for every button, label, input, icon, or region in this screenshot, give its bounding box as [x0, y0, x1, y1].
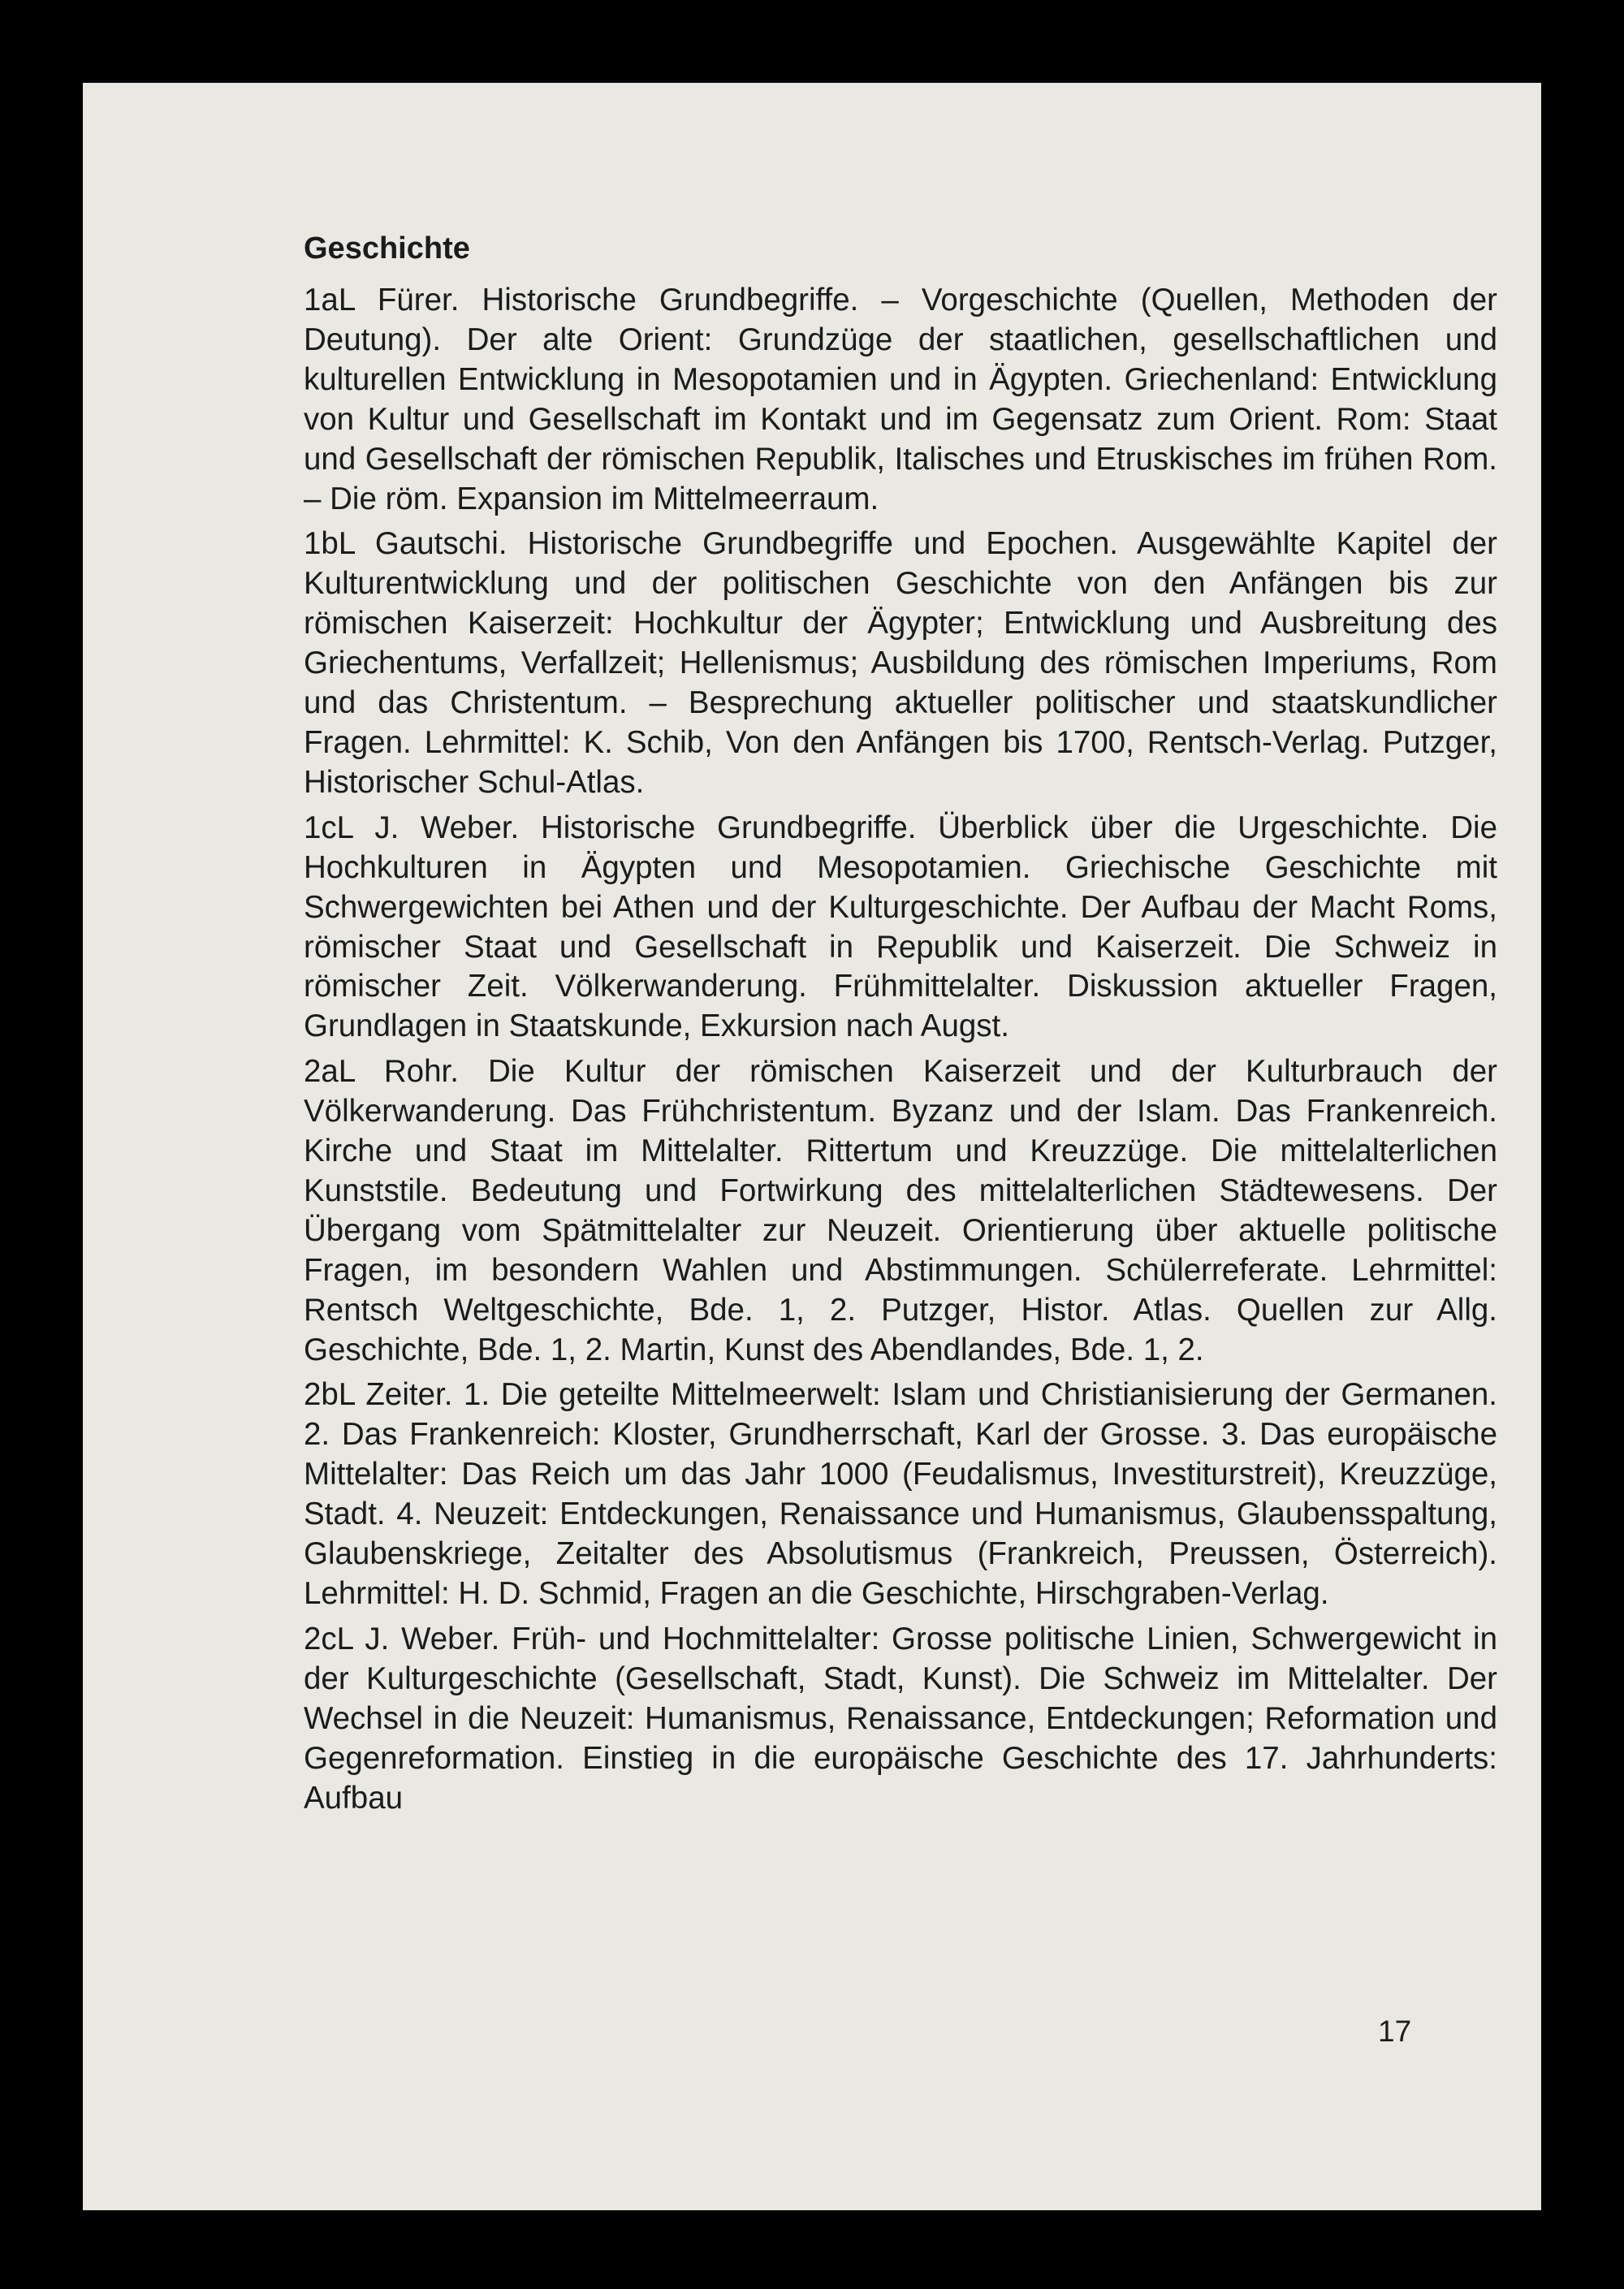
course-entry-1aL: 1aL Fürer. Historische Grundbegriffe. – Vorgeschichte (Quellen, Methoden der Deutung). Der alte Orient: Grundzüge der staatlichen, gesellschaftlichen und kulturellen Entwicklung in Mesopotamien und in Ägypten. Griechenland: Entwicklung von Kultur und Gesellschaft im Kontakt und im Gegensatz zum Orient. Rom: Staat und Gesellschaft der römischen Republik, Italisches und Etruskisches im frühen Rom. – Die röm. Expansion im Mittelmeerraum.: [304, 283, 1497, 516]
course-entry-2cL: 2cL J. Weber. Früh- und Hochmittelalter: Grosse politische Linien, Schwergewicht in der Kulturgeschichte (Gesellschaft, Stadt, Kunst). Die Schweiz im Mittelalter. Der Wechsel in die Neuzeit: Humanismus, Renaissance, Entdeckungen; Reformation und Gegenreformation. Einstieg in die europäische Geschichte des 17. Jahrhunderts: Aufbau: [304, 1621, 1497, 1816]
course-entry-1bL: 1bL Gautschi. Historische Grundbegriffe und Epochen. Ausgewählte Kapitel der Kulturentwicklung und der politischen Geschichte von den Anfängen bis zur römischen Kaiserzeit: Hochkultur der Ägypter; Entwicklung und Ausbreitung des Griechentums, Verfallzeit; Hellenismus; Ausbildung des römischen Imperiums, Rom und das Christentum. – Besprechung aktueller politischer und staatskundlicher Fragen. Lehrmittel: K. Schib, Von den Anfängen bis 1700, Rentsch-Verlag. Putzger, Historischer Schul-Atlas.: [304, 526, 1497, 800]
page-number: 17: [1378, 2015, 1412, 2048]
document-page: [83, 83, 1541, 2210]
section-heading: Geschichte: [304, 231, 470, 266]
page-content: [304, 229, 1497, 1824]
course-entry-1cL: 1cL J. Weber. Historische Grundbegriffe. Überblick über die Urgeschichte. Die Hochkulturen in Ägypten und Mesopotamien. Griechische Geschichte mit Schwergewichten bei Athen und der Kulturgeschichte. Der Aufbau der Macht Roms, römischer Staat und Gesellschaft in Republik und Kaiserzeit. Die Schweiz in römischer Zeit. Völkerwanderung. Frühmittelalter. Diskussion aktueller Fragen, Grundlagen in Staatskunde, Exkursion nach Augst.: [304, 810, 1497, 1044]
course-entry-2aL: 2aL Rohr. Die Kultur der römischen Kaiserzeit und der Kulturbrauch der Völkerwanderung. Das Frühchristentum. Byzanz und der Islam. Das Frankenreich. Kirche und Staat im Mittelalter. Rittertum und Kreuzzüge. Die mittelalterlichen Kunststile. Bedeutung und Fortwirkung des mittelalterlichen Städtewesens. Der Übergang vom Spätmittelalter zur Neuzeit. Orientierung über aktuelle politische Fragen, im besondern Wahlen und Abstimmungen. Schülerreferate. Lehrmittel: Rentsch Weltgeschichte, Bde. 1, 2. Putzger, Histor. Atlas. Quellen zur Allg. Geschichte, Bde. 1, 2. Martin, Kunst des Abendlandes, Bde. 1, 2.: [304, 1054, 1497, 1367]
course-entry-2bL: 2bL Zeiter. 1. Die geteilte Mittelmeerwelt: Islam und Christianisierung der Germanen. 2. Das Frankenreich: Kloster, Grundherrschaft, Karl der Grosse. 3. Das europäische Mittelalter: Das Reich um das Jahr 1000 (Feudalismus, Investiturstreit), Kreuzzüge, Stadt. 4. Neuzeit: Entdeckungen, Renaissance und Humanismus, Glaubensspaltung, Glaubenskriege, Zeitalter des Absolutismus (Frankreich, Preussen, Österreich). Lehrmittel: H. D. Schmid, Fragen an die Geschichte, Hirschgraben-Verlag.: [304, 1377, 1497, 1611]
